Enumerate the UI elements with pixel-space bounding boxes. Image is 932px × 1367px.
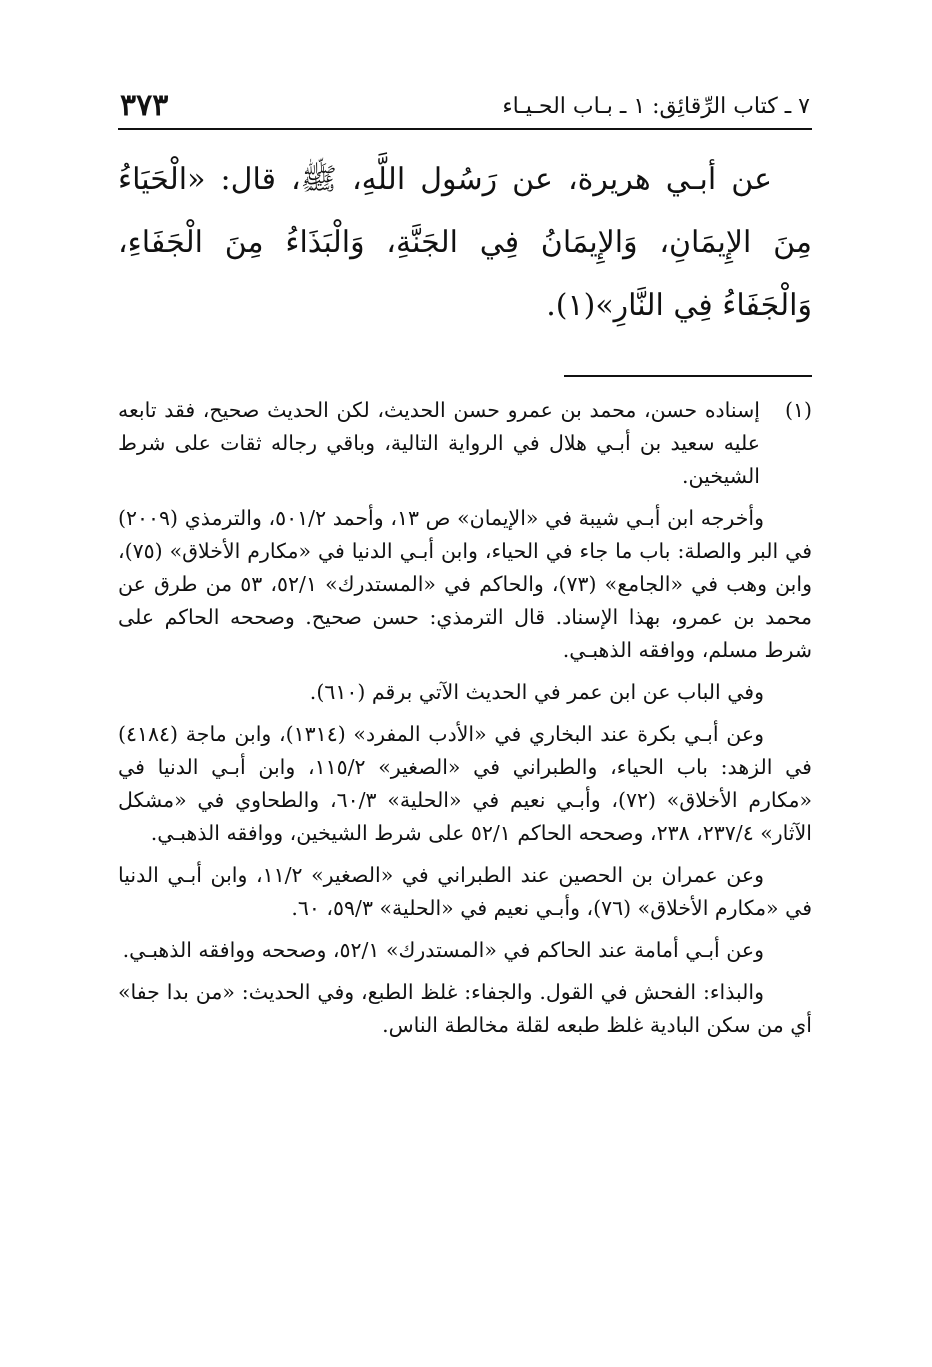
header-divider [118,128,812,130]
hadith-text: عن أبـي هريرة، عن رَسُول اللَّهِ، ﷺ، قال: «الْحَيَاءُ مِنَ الإِيمَانِ، وَالإِيمَانُ فِي الجَنَّةِ، وَالْبَذَاءُ مِنَ الْجَفَاءِ، وَالْجَفَاءُ فِي النَّارِ»(١). [118,162,812,323]
hadith-text-block [118,148,812,337]
footnote-number: (١) [784,398,812,422]
footnote-1 [118,394,812,493]
footnote-paragraph: والبذاء: الفحش في القول. والجفاء: غلظ الطبع، وفي الحديث: «من بدا جفا» أي من سكن البادية غلظ طبعه لقلة مخالطة الناس. [118,980,812,1037]
footnote-paragraph: وفي الباب عن ابن عمر في الحديث الآتي برقم (٦١٠). [309,680,764,704]
footnote-paragraph: وعن عمران بن الحصين عند الطبراني في «الصغير» ١١/٢، وابن أبـي الدنيا في «مكارم الأخلاق» (٧٦)، وأبـي نعيم في «الحلية» ٥٩/٣، ٦٠. [118,863,812,920]
footnote-paragraph: إسناده حسن، محمد بن عمرو حسن الحديث، لكن الحديث صحيح، فقد تابعه عليه سعيد بن أبـي هلال في الرواية التالية، وباقي رجاله ثقات على شرط الشيخين. [118,398,760,488]
footnotes-section [118,394,812,1051]
page-header [120,86,810,126]
footnote-paragraph: وعن أبـي بكرة عند البخاري في «الأدب المفرد» (١٣١٤)، وابن ماجة (٤١٨٤) في الزهد: باب الحياء، والطبراني في «الصغير» ١١٥/٢، وابن أبـي الدنيا في «مكارم الأخلاق» (٧٢)، وأبـي نعيم في «الحلية» ٦٠/٣، والطحاوي في «مشكل الآثار» ٢٣٧/٤، ٢٣٨، وصححه الحاكم ٥٢/١ على شرط الشيخين، ووافقه الذهبـي. [118,722,813,845]
footnote-paragraph: وأخرجه ابن أبـي شيبة في «الإيمان» ص ١٣، وأحمد ٥٠١/٢، والترمذي (٢٠٠٩) في البر والصلة: باب ما جاء في الحياء، وابن أبـي الدنيا في «مكارم الأخلاق» (٧٥)، وابن وهب في «الجامع» (٧٣)، والحاكم في «المستدرك» ٥٢/١، ٥٣ من طرق عن محمد بن عمرو، بهذا الإسناد. قال الترمذي: حسن صحيح. وصححه الحاكم على شرط مسلم، ووافقه الذهبـي. [118,506,812,662]
footnote-separator [564,375,812,377]
running-title: ٧ ـ كتاب الرِّقائِق: ١ ـ بـاب الحـيـاء [502,94,810,119]
page-number: ٣٧٣ [120,88,169,123]
footnote-paragraph: وعن أبـي أمامة عند الحاكم في «المستدرك» ٥٢/١، وصححه ووافقه الذهبـي. [122,938,764,962]
